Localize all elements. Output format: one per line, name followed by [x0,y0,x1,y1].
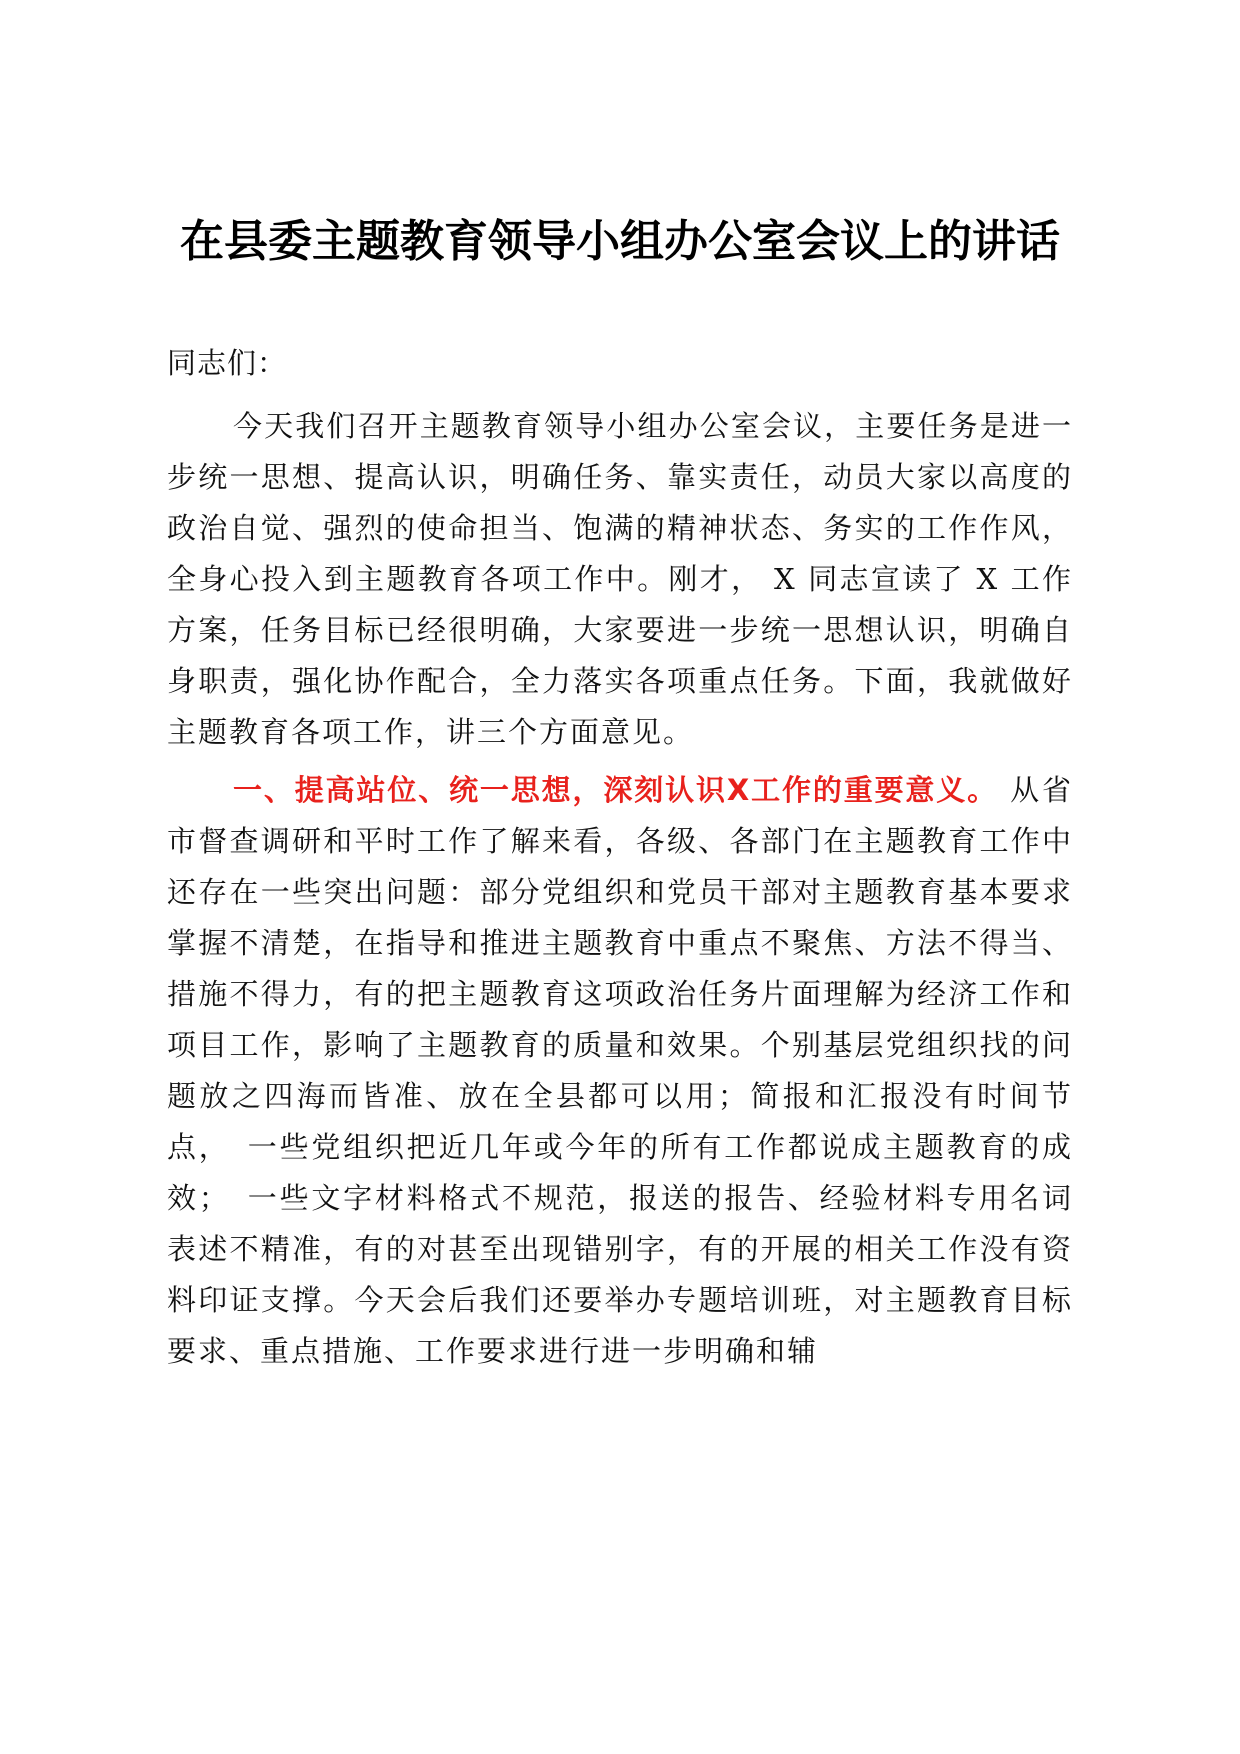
paragraph-section-1 [167,765,1073,1377]
paragraph-intro: 今天我们召开主题教育领导小组办公室会议，主要任务是进一步统一思想、提高认识，明确任务、靠实责任，动员大家以高度的政治自觉、强烈的使命担当、饱满的精神状态、务实的工作作风，全身心投入到主题教育各项工作中。刚才， X 同志宣读了 X 工作方案，任务目标已经很明确，大家要进一步统一思想认识，明确自身职责，强化协作配合，全力落实各项重点任务。下面，我就做好主题教育各项工作，讲三个方面意见。 [167,409,1073,749]
salutation: 同志们： [167,346,288,380]
section-1-heading: 一、提高站位、统一思想，深刻认识X工作的重要意义。 [233,773,999,807]
section-1-body: 从省市督查调研和平时工作了解来看，各级、各部门在主题教育工作中还存在一些突出问题：部分党组织和党员干部对主题教育基本要求掌握不清楚，在指导和推进主题教育中重点不聚焦、方法不得当、措施不得力，有的把主题教育这项政治任务片面理解为经济工作和项目工作，影响了主题教育的质量和效果。个别基层党组织找的问题放之四海而皆准、放在全县都可以用；简报和汇报没有时间节点， 一些党组织把近几年或今年的所有工作都说成主题教育的成效； 一些文字材料格式不规范，报送的报告、经验材料专用名词表述不精准，有的对甚至出现错别字，有的开展的相关工作没有资料印证支撑。今天会后我们还要举办专题培训班，对主题教育目标要求、重点措施、工作要求进行进一步明确和辅 [167,773,1073,1368]
document-title: 在县委主题教育领导小组办公室会议上的讲话 [180,216,1060,267]
